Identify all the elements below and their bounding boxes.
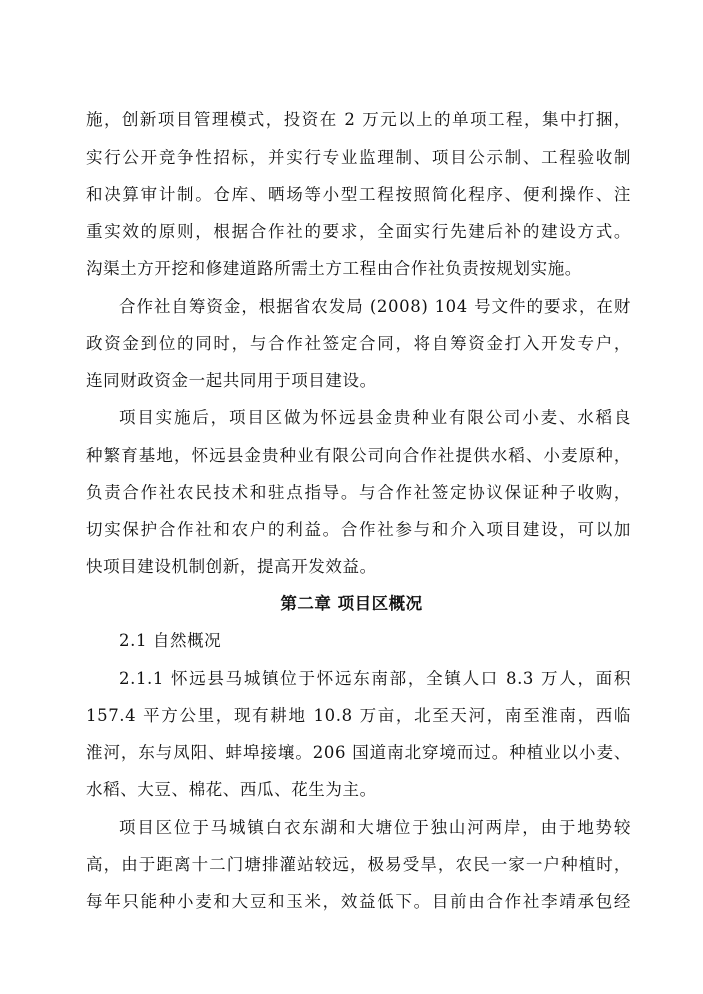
text-line: 水稻、大豆、棉花、西瓜、花生为主。 xyxy=(86,780,377,799)
chapter-heading: 第二章 项目区概况 xyxy=(280,594,423,613)
text-line: 种繁育基地，怀远县金贵种业有限公司向合作社提供水稻、小麦原种， xyxy=(86,446,631,465)
text-line: 沟渠土方开挖和修建道路所需土方工程由合作社负责按规划实施。 xyxy=(86,259,582,278)
text-line: 快项目建设机制创新，提高开发效益。 xyxy=(86,557,377,576)
paragraph-first-line: 合作社自筹资金，根据省农发局 (2008) 104 号文件的要求，在财 xyxy=(119,297,631,316)
paragraph-first-line: 2.1.1 怀远县马城镇位于怀远东南部，全镇人口 8.3 万人，面积 xyxy=(119,669,631,688)
text-line: 重实效的原则，根据合作社的要求，全面实行先建后补的建设方式。 xyxy=(86,222,631,241)
text-line: 实行公开竞争性招标，并实行专业监理制、项目公示制、工程验收制 xyxy=(86,148,631,167)
paragraph-first-line: 项目实施后，项目区做为怀远县金贵种业有限公司小麦、水稻良 xyxy=(119,408,631,427)
text-line: 157.4 平方公里，现有耕地 10.8 万亩，北至天河，南至淮南，西临 xyxy=(86,706,631,725)
text-line: 连同财政资金一起共同用于项目建设。 xyxy=(86,371,377,390)
text-line: 淮河，东与凤阳、蚌埠接壤。206 国道南北穿境而过。种植业以小麦、 xyxy=(86,743,631,762)
text-line: 施，创新项目管理模式，投资在 2 万元以上的单项工程，集中打捆， xyxy=(86,110,631,129)
text-line: 高，由于距离十二门塘排灌站较远，极易受旱，农民一家一户种植时， xyxy=(86,855,631,874)
paragraph-first-line: 项目区位于马城镇白衣东湖和大塘位于独山河两岸，由于地势较 xyxy=(119,818,631,837)
section-heading: 2.1 自然概况 xyxy=(119,631,222,650)
text-line: 负责合作社农民技术和驻点指导。与合作社签定协议保证种子收购， xyxy=(86,483,631,502)
text-line: 和决算审计制。仓库、晒场等小型工程按照简化程序、便利操作、注 xyxy=(86,185,631,204)
text-line: 政资金到位的同时，与合作社签定合同，将自筹资金打入开发专户， xyxy=(86,334,631,353)
text-line: 切实保护合作社和农户的利益。合作社参与和介入项目建设，可以加 xyxy=(86,520,631,539)
text-line: 每年只能种小麦和大豆和玉米，效益低下。目前由合作社李靖承包经 xyxy=(86,892,631,911)
